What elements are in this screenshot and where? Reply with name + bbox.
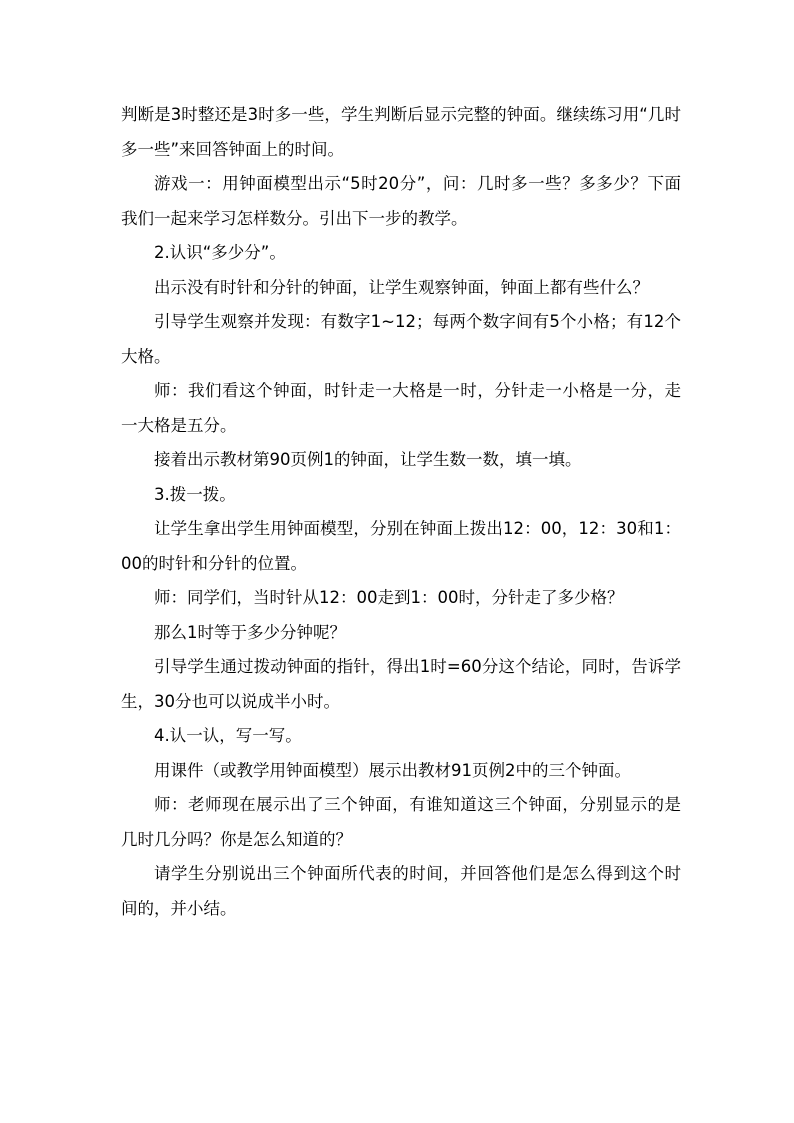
- paragraph: 引导学生通过拨动钟面的指针，得出1时=60分这个结论，同时，告诉学生，30分也可以说成半小时。: [121, 657, 681, 711]
- paragraph: 师：同学们，当时针从12：00走到1：00时，分针走了多少格？: [154, 588, 624, 607]
- paragraph: 接着出示教材第90页例1的钟面，让学生数一数，填一填。: [154, 450, 582, 469]
- document-body: [121, 98, 681, 926]
- section-heading: 3.拨一拨。: [154, 484, 236, 504]
- paragraph: 判断是3时整还是3时多一些，学生判断后显示完整的钟面。继续练习用“几时多一些”来回答钟面上的时间。: [121, 105, 681, 159]
- paragraph: 师：老师现在展示出了三个钟面，有谁知道这三个钟面，分别显示的是几时几分吗？你是怎么知道的？: [121, 795, 681, 849]
- paragraph: 出示没有时针和分针的钟面，让学生观察钟面，钟面上都有些什么？: [154, 277, 649, 297]
- paragraph: 游戏一：用钟面模型出示“5时20分”，问：几时多一些？多多少？下面我们一起来学习怎样数分。引出下一步的教学。: [121, 174, 681, 228]
- section-heading: 2.认识“多少分”。: [154, 243, 286, 262]
- paragraph: 请学生分别说出三个钟面所代表的时间，并回答他们是怎么得到这个时间的，并小结。: [121, 864, 681, 918]
- paragraph: 引导学生观察并发现：有数字1~12；每两个数字间有5个小格；有12个大格。: [121, 312, 681, 366]
- section-heading: 4.认一认，写一写。: [154, 726, 302, 745]
- paragraph: 用课件（或教学用钟面模型）展示出教材91页例2中的三个钟面。: [154, 760, 631, 780]
- paragraph: 师：我们看这个钟面，时针走一大格是一时，分针走一小格是一分，走一大格是五分。: [121, 381, 681, 435]
- paragraph: 让学生拿出学生用钟面模型，分别在钟面上拨出12：00，12：30和1：00的时针和分针的位置。: [121, 519, 681, 573]
- paragraph: 那么1时等于多少分钟呢？: [154, 622, 346, 642]
